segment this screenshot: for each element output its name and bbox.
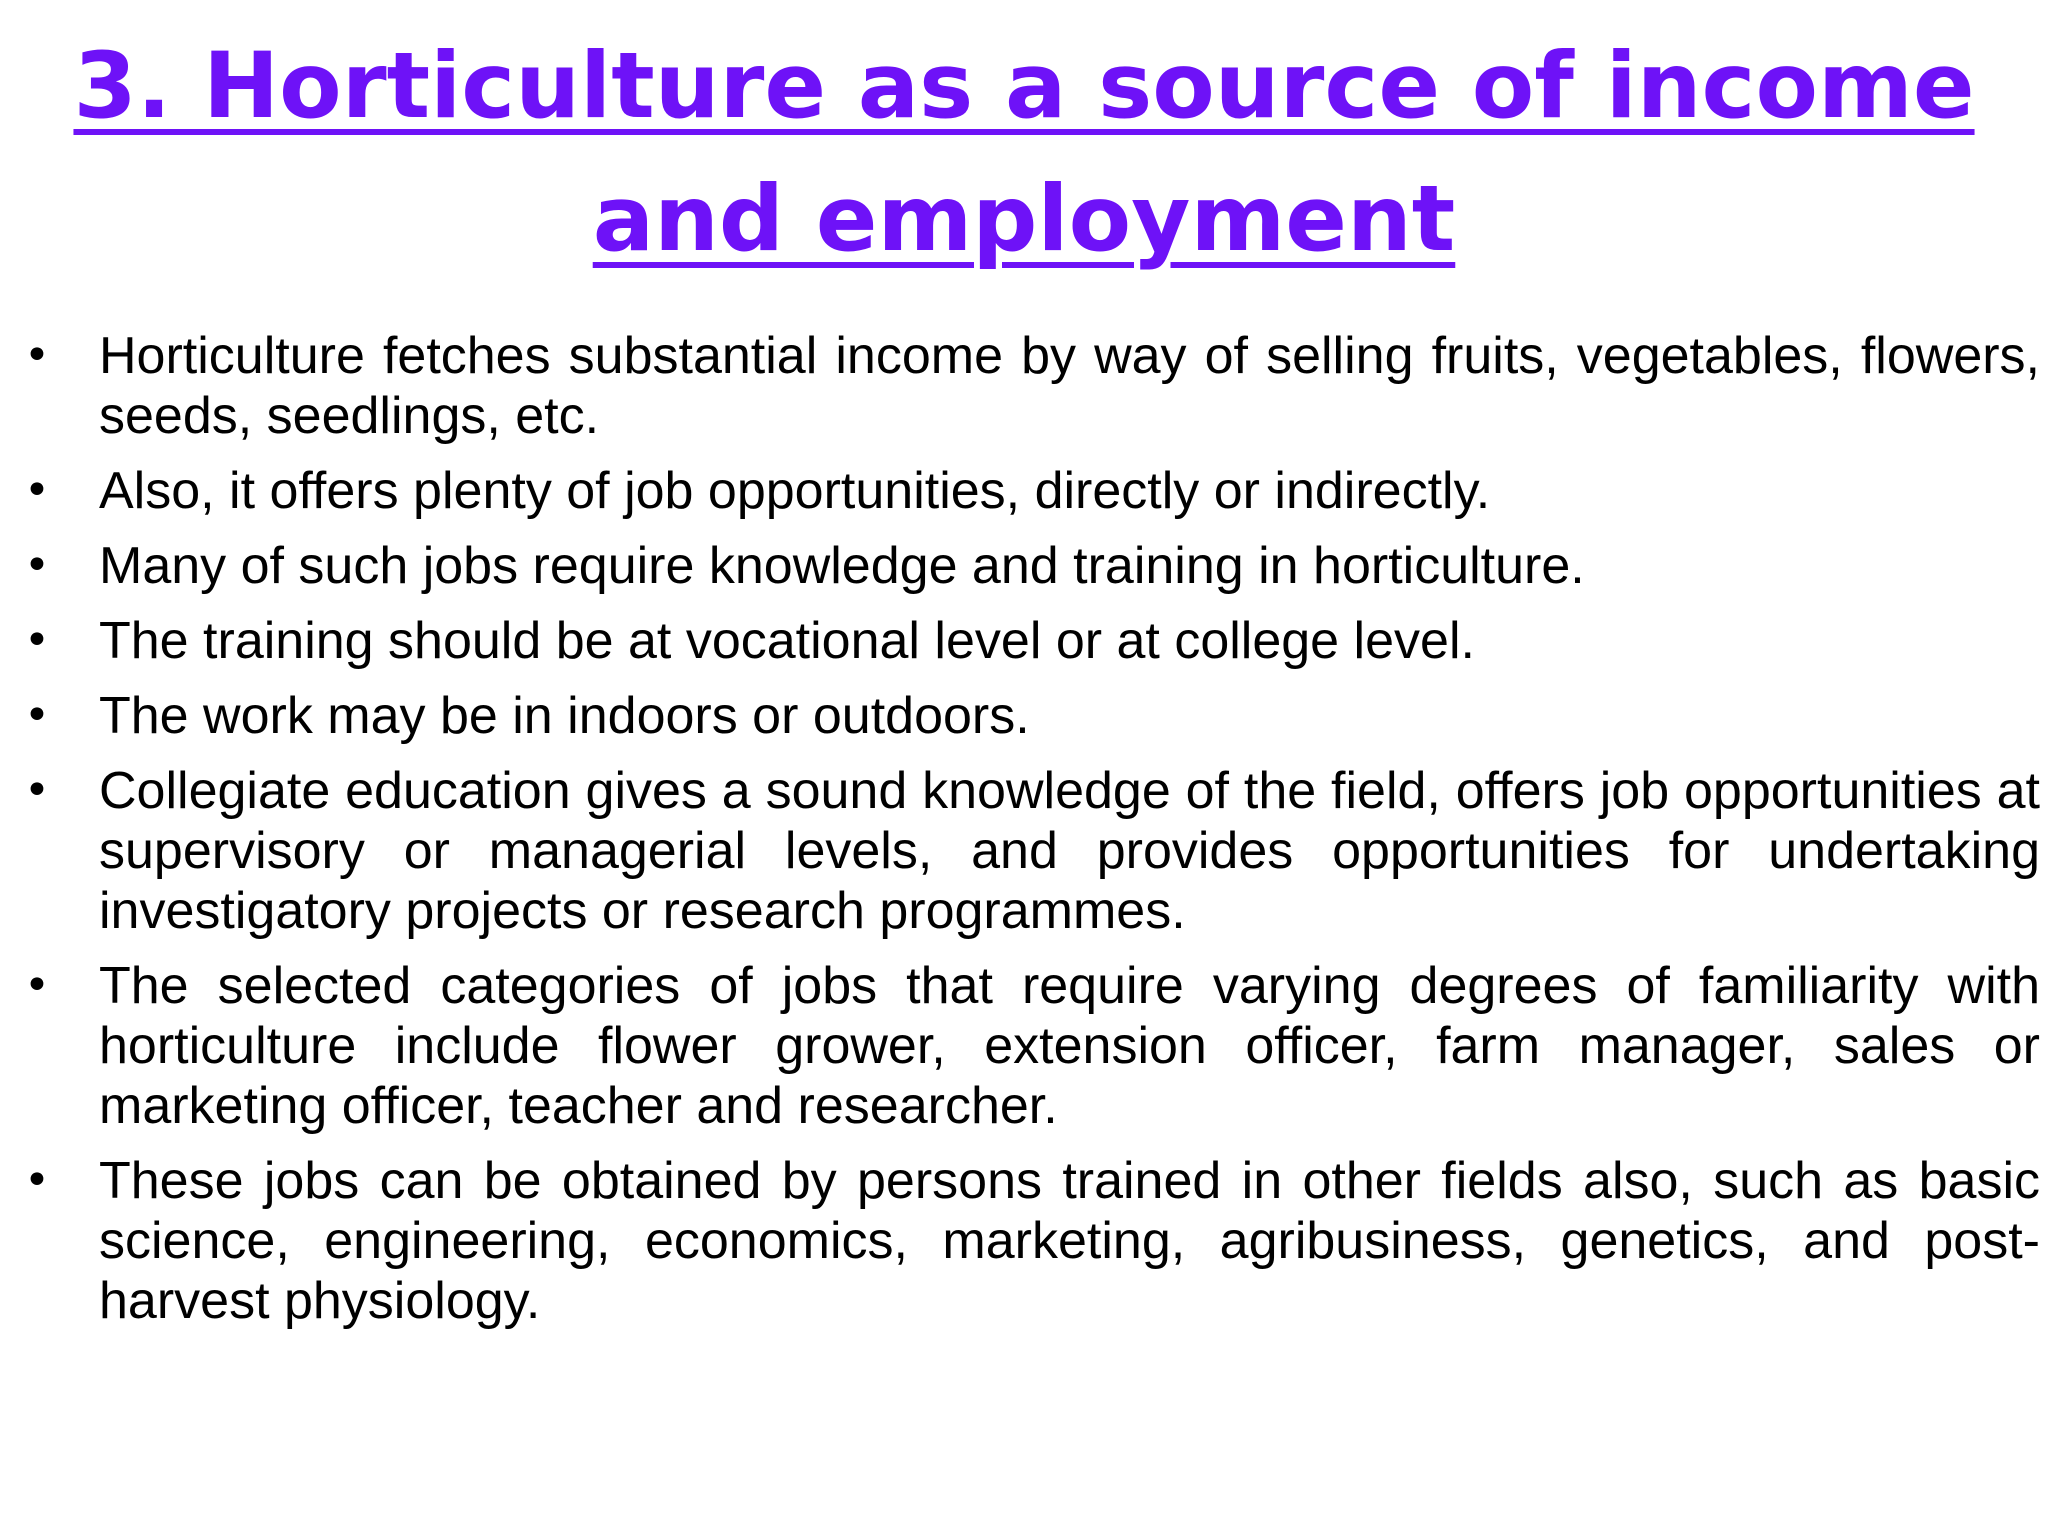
bullet-text: The selected categories of jobs that require varying degrees of familiarity with horticulture include flower grower, extension officer, farm manager, sales or marketing officer, teacher and researcher. bbox=[99, 957, 2040, 1135]
bullet-dot-icon: • bbox=[24, 540, 50, 591]
bullet-item bbox=[0, 461, 2040, 521]
bullet-item bbox=[0, 611, 2040, 671]
bullet-item bbox=[0, 956, 2040, 1136]
bullet-dot-icon: • bbox=[24, 615, 50, 666]
bullet-text: Many of such jobs require knowledge and training in horticulture. bbox=[99, 537, 1585, 595]
bullet-text: Also, it offers plenty of job opportunities, directly or indirectly. bbox=[99, 462, 1491, 520]
bullet-text: These jobs can be obtained by persons trained in other fields also, such as basic science, engineering, economics, marketing, agribusiness, genetics, and post-harvest physiology. bbox=[99, 1152, 2040, 1330]
bullet-item bbox=[0, 1151, 2040, 1331]
bullet-item bbox=[0, 761, 2040, 941]
bullet-text: Horticulture fetches substantial income by way of selling fruits, vegetables, flowers, seeds, seedlings, etc. bbox=[99, 327, 2040, 445]
bullet-item bbox=[0, 686, 2040, 746]
bullet-text: Collegiate education gives a sound knowledge of the field, offers job opportunities at supervisory or managerial levels, and provides opportunities for undertaking investigatory projects or research programmes. bbox=[99, 762, 2040, 940]
bullet-text: The training should be at vocational level or at college level. bbox=[99, 612, 1475, 670]
slide-title: 3. Horticulture as a source of income and employment bbox=[73, 34, 1975, 272]
bullet-dot-icon: • bbox=[24, 765, 50, 816]
bullet-dot-icon: • bbox=[24, 465, 50, 516]
bullet-list bbox=[0, 326, 2040, 1346]
bullet-dot-icon: • bbox=[24, 1155, 50, 1206]
bullet-text: The work may be in indoors or outdoors. bbox=[99, 687, 1030, 745]
bullet-item bbox=[0, 536, 2040, 596]
bullet-dot-icon: • bbox=[24, 330, 50, 381]
bullet-dot-icon: • bbox=[24, 960, 50, 1011]
bullet-dot-icon: • bbox=[24, 690, 50, 741]
bullet-item bbox=[0, 326, 2040, 446]
